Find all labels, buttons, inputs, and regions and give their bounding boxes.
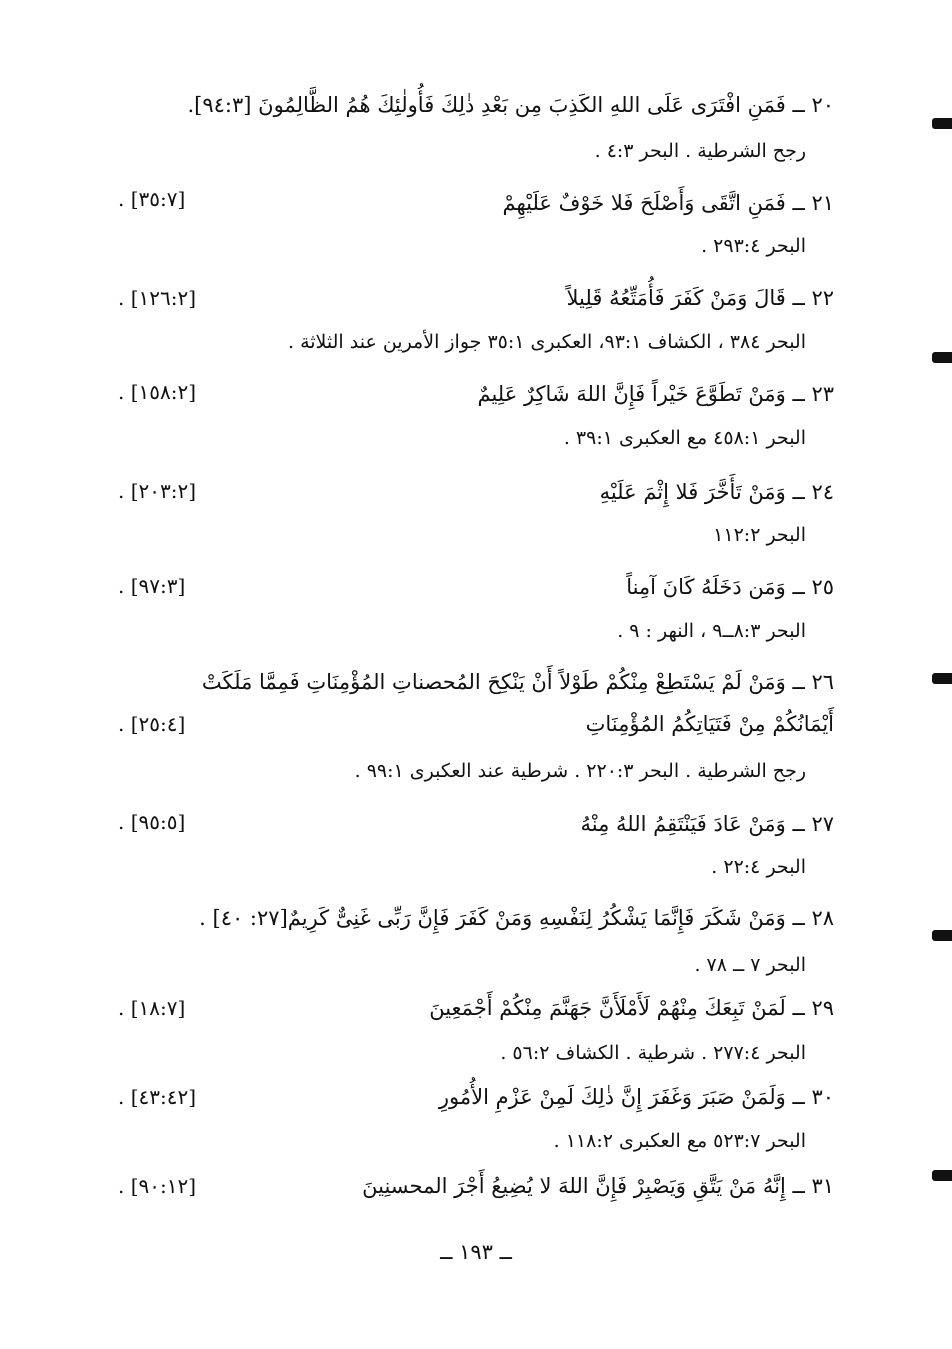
- entry-text: ٢٢ ــ قَالَ وَمَنْ كَفَرَ فَأُمَتِّعُهُ قَلِيلاً: [566, 286, 834, 310]
- margin-mark: [932, 1170, 952, 1181]
- entry-reference: . [٣٥:٧]: [118, 187, 186, 211]
- entry-text: ٢٨ ــ وَمَنْ شَكَرَ فَإِنَّمَا يَشْكُرُ لِنَفْسِهِ وَمَنْ كَفَرَ فَإِنَّ رَبِّى غَنِىٌّ كَرِيمٌ[٢٧: ٤٠] .: [199, 906, 834, 930]
- entry-text: ٢٧ ــ وَمَنْ عَادَ فَيَنْتَقِمُ اللهُ مِنْهُ: [580, 812, 834, 836]
- entry-reference: . [٩٠:١٢]: [118, 1174, 197, 1198]
- entry-note: البحر ١١٢:٢: [713, 524, 806, 546]
- margin-mark: [932, 352, 952, 363]
- entry-reference: . [٢٥:٤]: [118, 712, 186, 736]
- entry-text: ٣٠ ــ وَلَمَنْ صَبَرَ وَغَفَرَ إِنَّ ذٰلِكَ لَمِنْ عَزْمِ الأُمُورِ: [438, 1085, 834, 1109]
- entry-note: البحر ٤٥٨:١ مع العكبرى ٣٩:١ .: [563, 427, 806, 449]
- page-number: ــ ١٩٣ ــ: [440, 1240, 512, 1264]
- entry-note: البحر ٢٢:٤ .: [711, 856, 806, 878]
- entry-text: ٢١ ــ فَمَنِ اتَّقَى وَأَصْلَحَ فَلا خَوْفٌ عَلَيْهِمْ: [502, 191, 834, 215]
- margin-mark: [932, 673, 952, 684]
- entry-text: ٢٠ ــ فَمَنِ افْتَرَى عَلَى اللهِ الكَذِبَ مِن بَعْدِ ذٰلِكَ فَأُولٰئِكَ هُمُ الظَّالِمُونَ [٩٤:٣].: [187, 93, 834, 117]
- entry-note: البحر ٥٢٣:٧ مع العكبرى ١١٨:٢ .: [553, 1130, 806, 1152]
- entry-reference: . [٤٣:٤٢]: [118, 1085, 197, 1109]
- entry-reference: . [١٢٦:٢]: [118, 286, 197, 310]
- margin-mark: [932, 118, 952, 129]
- entry-note: رجح الشرطية . البحر ٢٢٠:٣ . شرطية عند العكبرى ٩٩:١ .: [354, 760, 806, 782]
- entry-reference: . [١٥٨:٢]: [118, 380, 197, 404]
- entry-note: رجح الشرطية . البحر ٤:٣ .: [594, 140, 806, 162]
- entry-reference: . [٢٠٣:٢]: [118, 479, 197, 503]
- entry-note: البحر ٢٧٧:٤ . شرطية . الكشاف ٥٦:٢ .: [500, 1042, 806, 1064]
- entry-text: ٢٥ ــ وَمَن دَخَلَهُ كَانَ آمِناً: [626, 575, 834, 599]
- entry-text-continued: أَيْمَانُكُمْ مِنْ فَتَيَاتِكُمُ المُؤْمِنَاتِ: [585, 712, 834, 736]
- entry-note: البحر ٨:٣ــ٩ ، النهر : ٩ .: [617, 620, 806, 642]
- entry-text: ٢٤ ــ وَمَنْ تَأَخَّرَ فَلا إِثْمَ عَلَيْهِ: [599, 480, 834, 504]
- entry-note: البحر ٧ ــ ٧٨ .: [694, 954, 806, 976]
- margin-mark: [932, 930, 952, 941]
- entry-text: ٢٦ ــ وَمَنْ لَمْ يَسْتَطِعْ مِنْكُمْ طَوْلاً أَنْ يَنْكِحَ المُحصناتِ المُؤْمِنَاتِ فَمِمَّا مَلَكَتْ: [201, 670, 834, 694]
- entry-reference: . [٩٧:٣]: [118, 574, 186, 598]
- entry-note: البحر ٣٨٤ ، الكشاف ٩٣:١، العكبرى ٣٥:١ جواز الأمرين عند الثلاثة .: [288, 331, 806, 353]
- entry-note: البحر ٢٩٣:٤ .: [701, 235, 806, 257]
- entry-reference: . [٩٥:٥]: [118, 810, 186, 834]
- entry-text: ٣١ ــ إِنَّهُ مَنْ يَتَّقِ وَيَصْبِرْ فَإِنَّ اللهَ لا يُضِيعُ أَجْرَ المحسنِينَ: [362, 1174, 834, 1198]
- entry-text: ٢٣ ــ وَمَنْ تَطَوَّعَ خَيْراً فَإِنَّ اللهَ شَاكِرٌ عَلِيمٌ: [477, 382, 834, 406]
- entry-reference: . [١٨:٧]: [118, 996, 186, 1020]
- entry-text: ٢٩ ــ لَمَنْ تَبِعَكَ مِنْهُمْ لَأَمْلَأَنَّ جَهَنَّمَ مِنْكُمْ أَجْمَعِينَ: [429, 996, 834, 1020]
